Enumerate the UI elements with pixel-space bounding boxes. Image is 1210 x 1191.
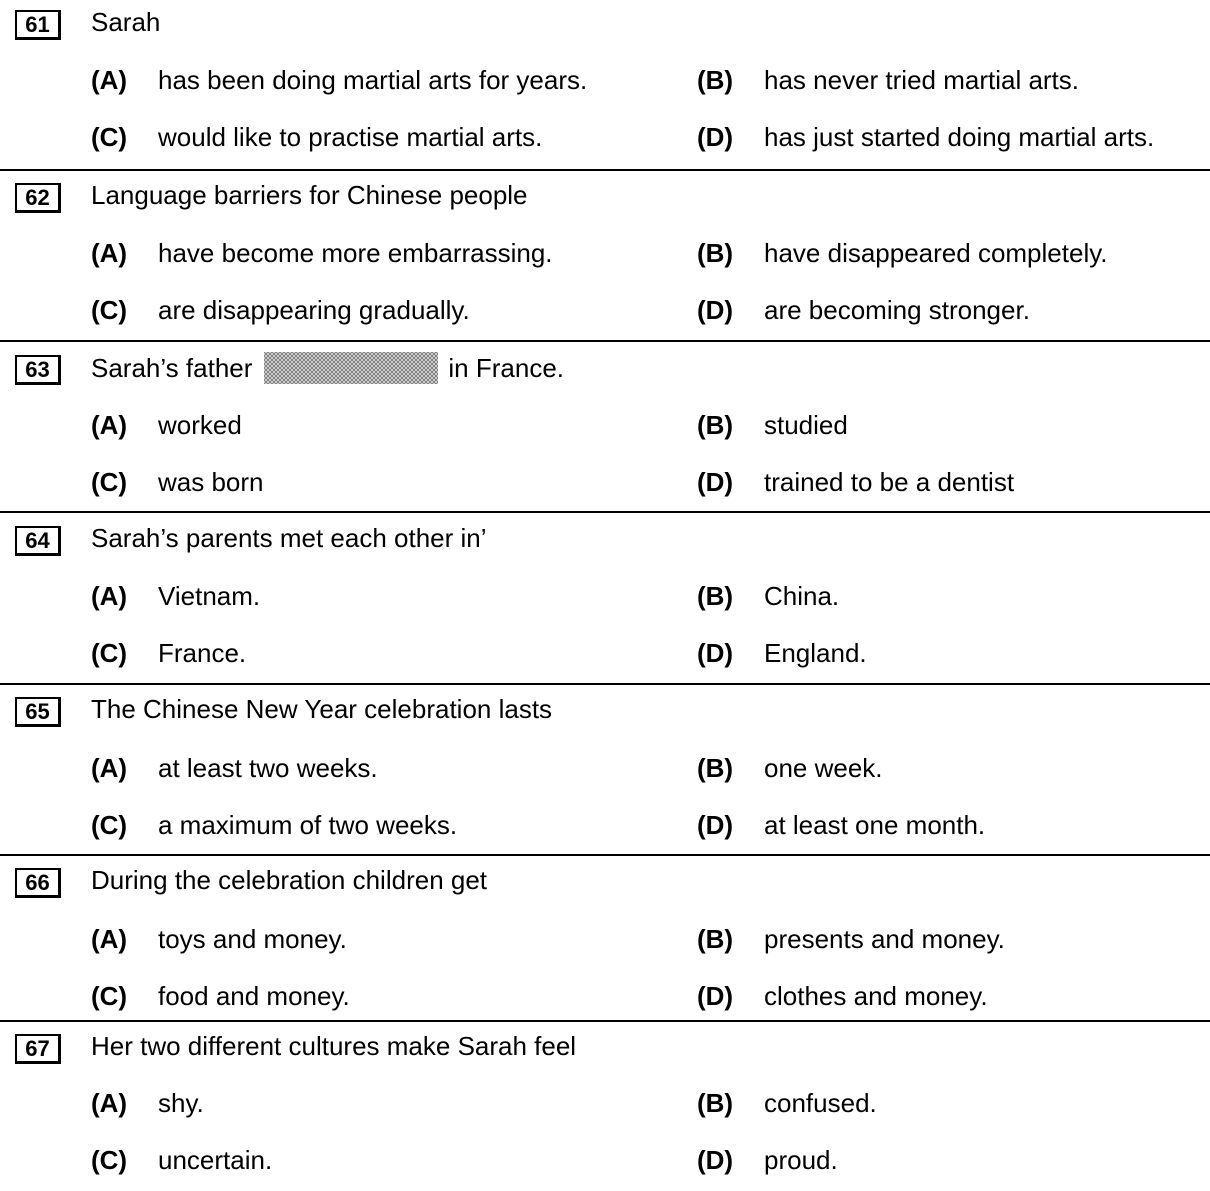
question-stem: Sarah [91, 7, 161, 37]
option-text: proud. [764, 1145, 838, 1175]
answer-blank [264, 352, 438, 384]
option-letter: (D) [697, 467, 734, 497]
option-letter: (B) [697, 581, 734, 611]
option-letter: (C) [91, 810, 128, 840]
option-text: England. [764, 638, 867, 668]
question-65 [0, 684, 1210, 854]
option-text: Vietnam. [158, 581, 261, 611]
question-63 [0, 341, 1210, 511]
stem-text-after: in France. [448, 353, 565, 383]
option-letter: (D) [697, 1145, 734, 1175]
option-letter: (D) [697, 638, 734, 668]
option-letter: (D) [697, 810, 734, 840]
option-letter: (C) [91, 122, 128, 152]
option-letter: (A) [91, 924, 128, 954]
option-text: France. [158, 638, 247, 668]
question-stem [91, 352, 564, 384]
option-text: are becoming stronger. [764, 295, 1030, 325]
question-number: 66 [15, 868, 61, 898]
option-letter: (B) [697, 1088, 734, 1118]
stem-text-before: Sarah’s father [91, 353, 253, 383]
option-letter: (D) [697, 122, 734, 152]
option-letter: (C) [91, 295, 128, 325]
option-letter: (C) [91, 1145, 128, 1175]
option-text: at least one month. [764, 810, 986, 840]
question-stem: Her two different cultures make Sarah feel [91, 1031, 577, 1061]
option-letter: (A) [91, 410, 128, 440]
option-letter: (B) [697, 753, 734, 783]
question-stem: During the celebration children get [91, 865, 488, 895]
option-letter: (C) [91, 981, 128, 1011]
question-61 [0, 0, 1210, 170]
option-text: at least two weeks. [158, 753, 378, 783]
option-text: worked [158, 410, 242, 440]
option-text: toys and money. [158, 924, 347, 954]
option-text: uncertain. [158, 1145, 273, 1175]
option-text: are disappearing gradually. [158, 295, 470, 325]
question-stem: Sarah’s parents met each other in’ [91, 523, 487, 553]
option-text: would like to practise martial arts. [158, 122, 543, 152]
option-letter: (B) [697, 410, 734, 440]
option-letter: (A) [91, 581, 128, 611]
option-text: was born [158, 467, 264, 497]
option-text: has been doing martial arts for years. [158, 65, 588, 95]
option-letter: (C) [91, 467, 128, 497]
question-number: 64 [15, 526, 61, 556]
option-text: a maximum of two weeks. [158, 810, 458, 840]
question-64 [0, 512, 1210, 682]
option-letter: (A) [91, 65, 128, 95]
option-text: confused. [764, 1088, 877, 1118]
option-text: one week. [764, 753, 883, 783]
option-letter: (D) [697, 981, 734, 1011]
question-number: 62 [15, 183, 61, 213]
question-stem: The Chinese New Year celebration lasts [91, 694, 553, 724]
option-text: trained to be a dentist [764, 467, 1015, 497]
option-text: clothes and money. [764, 981, 988, 1011]
question-62 [0, 170, 1210, 340]
option-text: has never tried martial arts. [764, 65, 1080, 95]
option-letter: (A) [91, 238, 128, 268]
option-letter: (C) [91, 638, 128, 668]
option-letter: (A) [91, 1088, 128, 1118]
option-letter: (B) [697, 924, 734, 954]
option-text: food and money. [158, 981, 350, 1011]
question-stem: Language barriers for Chinese people [91, 180, 528, 210]
option-letter: (A) [91, 753, 128, 783]
option-letter: (B) [697, 238, 734, 268]
option-letter: (B) [697, 65, 734, 95]
option-text: have become more embarrassing. [158, 238, 553, 268]
option-text: have disappeared completely. [764, 238, 1108, 268]
option-text: has just started doing martial arts. [764, 122, 1155, 152]
option-letter: (D) [697, 295, 734, 325]
question-number: 61 [15, 10, 61, 40]
question-number: 63 [15, 355, 61, 385]
option-text: studied [764, 410, 848, 440]
option-text: presents and money. [764, 924, 1005, 954]
question-66 [0, 855, 1210, 1025]
question-67 [0, 1021, 1210, 1191]
question-number: 67 [15, 1034, 61, 1064]
option-text: China. [764, 581, 840, 611]
option-text: shy. [158, 1088, 204, 1118]
question-number: 65 [15, 697, 61, 727]
